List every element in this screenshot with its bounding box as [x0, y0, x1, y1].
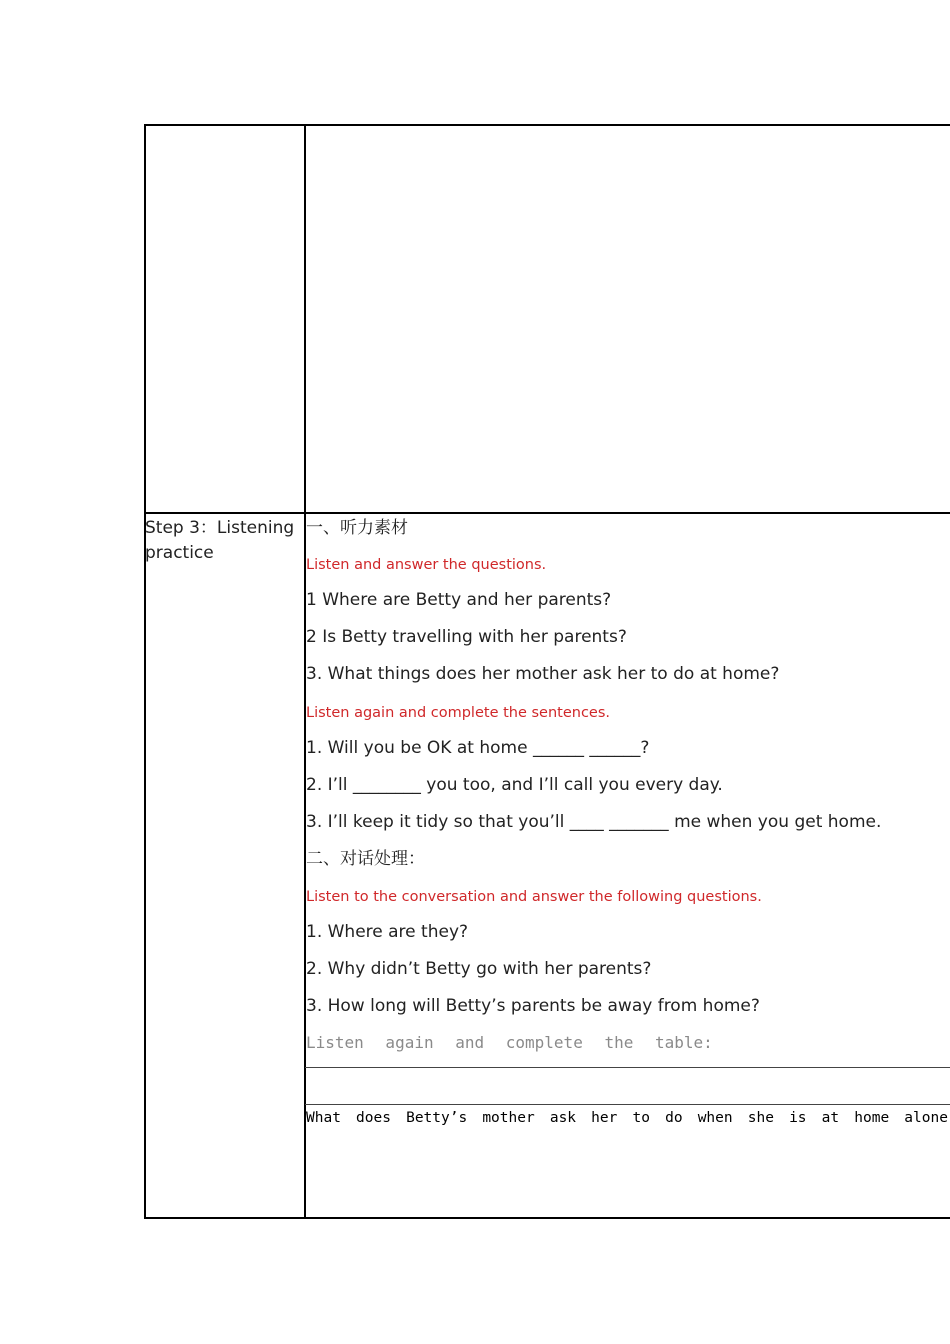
- table-bottom-border: [144, 1217, 950, 1219]
- inner-table-row-divider: [305, 1104, 950, 1105]
- table-question-word: when: [697, 1110, 733, 1126]
- table-question-word: her: [591, 1110, 618, 1126]
- table-row-divider: [144, 512, 950, 514]
- question-item: 2. Why didn’t Betty go with her parents?: [306, 959, 652, 979]
- question-item: 2 Is Betty travelling with her parents?: [306, 627, 627, 647]
- sentence-item: 1. Will you be OK at home ______ ______?: [306, 738, 650, 758]
- sentence-item: 2. I’ll ________ you too, and I’ll call you every day.: [306, 775, 723, 795]
- section1-instruction-answer: Listen and answer the questions.: [306, 557, 547, 573]
- section2-heading: 二、对话处理：: [306, 849, 425, 869]
- table-question-word: is: [789, 1110, 807, 1126]
- inner-table-top-border: [305, 1067, 950, 1068]
- question-item: 1 Where are Betty and her parents?: [306, 590, 612, 610]
- table-question-word: ask: [549, 1110, 577, 1126]
- section1-instruction-complete: Listen again and complete the sentences.: [306, 705, 611, 721]
- table-question-word: to: [632, 1110, 650, 1126]
- table-question-word: she: [747, 1110, 774, 1126]
- table-question-word: do: [665, 1110, 683, 1126]
- table-top-border: [144, 124, 950, 126]
- table-left-border: [144, 124, 146, 1219]
- table-question-word: Betty’s: [406, 1110, 468, 1126]
- table-question-word: What: [306, 1110, 341, 1126]
- table-question-word: at: [821, 1110, 840, 1126]
- table-question-word: does: [356, 1110, 391, 1126]
- table-question-word: mother: [482, 1110, 535, 1126]
- question-item: 1. Where are they?: [306, 922, 469, 942]
- table-question-word: alone: [904, 1110, 948, 1126]
- table-question: [306, 1106, 948, 1130]
- question-item: 3. What things does her mother ask her to do at home?: [306, 664, 780, 684]
- step-label: Step 3：Listening practice: [145, 518, 295, 563]
- section2-instruction-complete: Listen again and complete the table:: [306, 1033, 713, 1052]
- section1-heading: 一、听力素材: [306, 518, 408, 538]
- question-item: 3. How long will Betty’s parents be away from home?: [306, 996, 760, 1016]
- sentence-item: 3. I’ll keep it tidy so that you’ll ____ _______ me when you get home.: [306, 812, 882, 832]
- section2-instruction-answer: Listen to the conversation and answer the following questions.: [306, 889, 762, 905]
- table-question-word: home: [854, 1110, 890, 1126]
